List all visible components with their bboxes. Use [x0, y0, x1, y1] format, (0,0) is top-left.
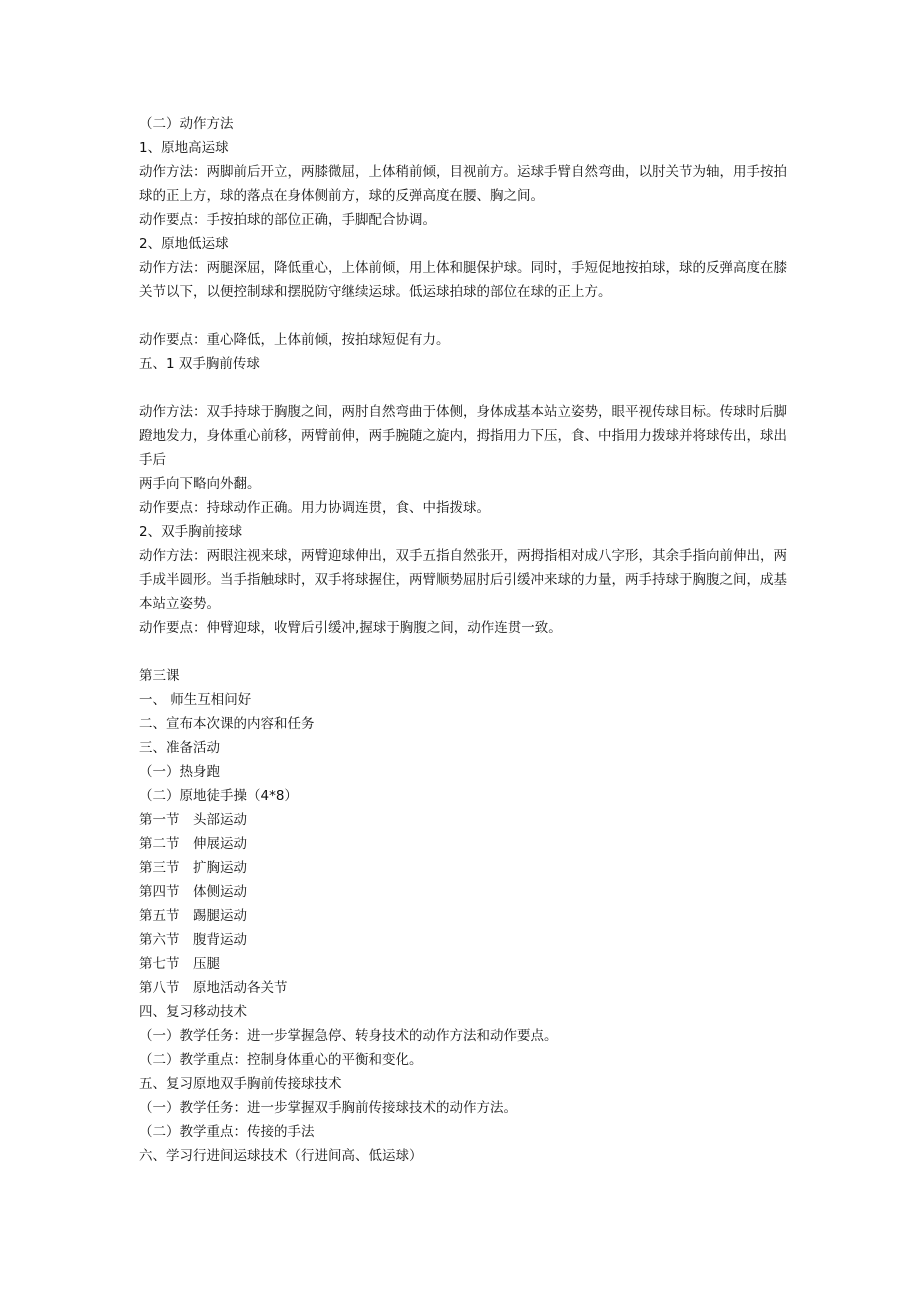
list-item: 五、复习原地双手胸前传接球技术: [139, 1076, 342, 1092]
paragraph-chest-pass-method-cont: 两手向下略向外翻。: [139, 476, 261, 492]
paragraph-chest-pass-key: 动作要点：持球动作正确。用力协调连贯，食、中指拨球。: [139, 500, 490, 516]
list-item: 第一节 头部运动: [139, 812, 247, 828]
list-item: （二）原地徒手操（4*8）: [139, 788, 298, 804]
paragraph-high-dribble-key: 动作要点：手按拍球的部位正确，手脚配合协调。: [139, 212, 436, 228]
list-item: 第七节 压腿: [139, 956, 220, 972]
paragraph-high-dribble-method: 动作方法：两脚前后开立，两膝微屈，上体稍前倾，目视前方。运球手臂自然弯曲，以肘关节为轴，用手按拍球的正上方，球的落点在身体侧前方，球的反弹高度在腰、胸之间。: [139, 164, 787, 204]
list-item: 二、宣布本次课的内容和任务: [139, 716, 315, 732]
paragraph-low-dribble-method: 动作方法：两腿深屈，降低重心，上体前倾，用上体和腿保护球。同时，手短促地按拍球，球的反弹高度在膝关节以下，以便控制球和摆脱防守继续运球。低运球拍球的部位在球的正上方。: [139, 260, 787, 300]
list-item: 三、准备活动: [139, 740, 220, 756]
heading-lesson-three: 第三课: [139, 668, 180, 684]
heading-chest-catch: 2、双手胸前接球: [139, 524, 243, 540]
paragraph-chest-pass-method: 动作方法：双手持球于胸腹之间，两肘自然弯曲于体侧，身体成基本站立姿势，眼平视传球目标。传球时后脚蹬地发力，身体重心前移，两臂前伸，两手腕随之旋内，拇指用力下压，食、中指用力拨球并将球传出，球出手后: [139, 404, 787, 468]
heading-action-method: （二）动作方法: [139, 116, 234, 132]
list-item: 第八节 原地活动各关节: [139, 980, 288, 996]
heading-chest-pass: 五、1 双手胸前传球: [139, 356, 260, 372]
paragraph-chest-catch-method: 动作方法：两眼注视来球，两臂迎球伸出，双手五指自然张开，两拇指相对成八字形，其余手指向前伸出，两手成半圆形。当手指触球时，双手将球握住，两臂顺势屈肘后引缓冲来球的力量，两手持球于胸腹之间，成基本站立姿势。: [139, 548, 787, 612]
heading-low-dribble: 2、原地低运球: [139, 236, 229, 252]
list-item: 第六节 腹背运动: [139, 932, 247, 948]
list-item: （一）热身跑: [139, 764, 220, 780]
heading-high-dribble: 1、原地高运球: [139, 140, 229, 156]
list-item: （一）教学任务：进一步掌握双手胸前传接球技术的动作方法。: [139, 1100, 517, 1116]
list-item: 第五节 踢腿运动: [139, 908, 247, 924]
list-item: 四、复习移动技术: [139, 1004, 247, 1020]
paragraph-low-dribble-key: 动作要点：重心降低，上体前倾，按拍球短促有力。: [139, 332, 450, 348]
paragraph-chest-catch-key: 动作要点：伸臂迎球，收臂后引缓冲,握球于胸腹之间，动作连贯一致。: [139, 620, 562, 636]
spacer: [139, 376, 799, 400]
list-item: 六、学习行进间运球技术（行进间高、低运球）: [139, 1148, 423, 1164]
list-item: 第三节 扩胸运动: [139, 860, 247, 876]
spacer: [139, 304, 799, 328]
list-item: （一）教学任务：进一步掌握急停、转身技术的动作方法和动作要点。: [139, 1028, 558, 1044]
list-item: （二）教学重点：控制身体重心的平衡和变化。: [139, 1052, 423, 1068]
list-item: 第二节 伸展运动: [139, 836, 247, 852]
list-item: 一、 师生互相问好: [139, 692, 252, 708]
spacer: [139, 640, 799, 664]
list-item: 第四节 体侧运动: [139, 884, 247, 900]
list-item: （二）教学重点：传接的手法: [139, 1124, 315, 1140]
document-page: [139, 112, 799, 1168]
